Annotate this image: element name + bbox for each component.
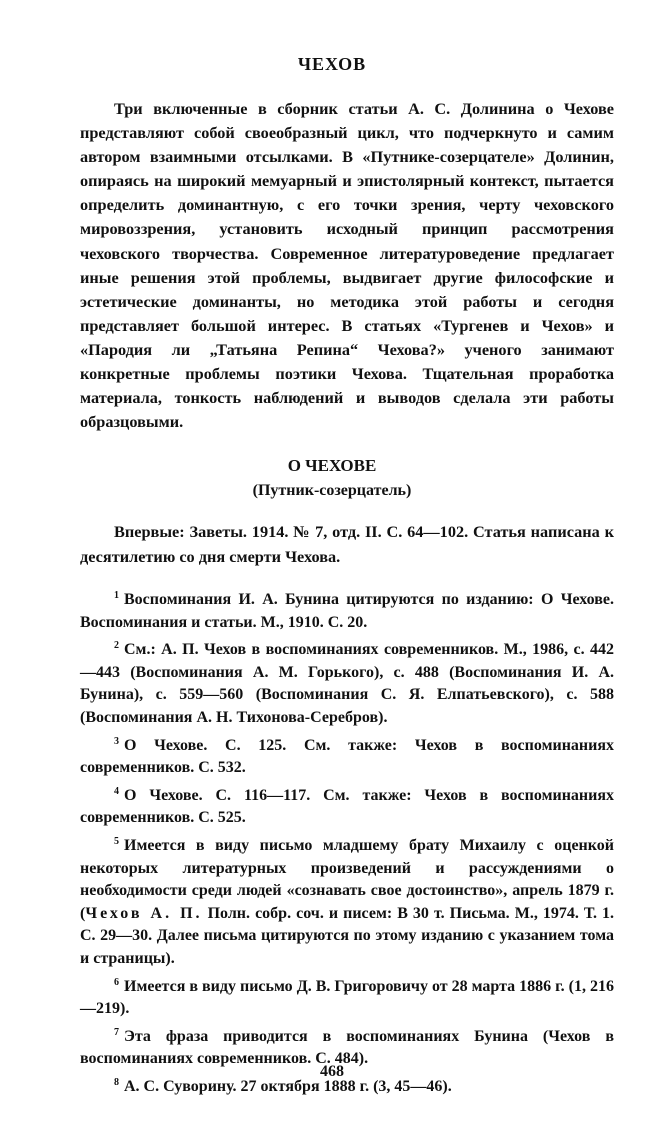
note-text: См.: А. П. Чехов в воспоминаниях современников. М., 1986, с. 442—443 (Воспоминания А. М. Горького), с. 488 (Воспоминания И. А. Бунина), с. 559—560 (Воспоминания С. Я. Елпатьевского), с. 588 (Воспоминания А. Н. Тихонова-Серебров).: [80, 641, 614, 726]
note-item: [80, 585, 614, 634]
note-number: 5: [114, 835, 119, 847]
note-text: Имеется в виду письмо Д. В. Григоровичу от 28 марта 1886 г. (1, 216—219).: [80, 977, 614, 1018]
note-number: 4: [114, 785, 119, 797]
note-number: 2: [114, 640, 119, 652]
intro-paragraph: Три включенные в сборник статьи А. С. Долинина о Чехове представляют собой своеобразный цикл, что подчеркнуто и самим автором взаимными отсылками. В «Путнике-созерцателе» Долинин, опираясь на широкий мемуарный и эпистолярный контекст, пытается определить доминантную, с его точки зрения, черту чеховского мировоззрения, установить исходный принцип рассмотрения чеховского творчества. Современное литературоведение предлагает иные решения этой проблемы, выдвигает другие философские и эстетические доминанты, но методика этой работы и сегодня представляет большой интерес. В статьях «Тургенев и Чехов» и «Пародия ли „Татьяна Репина“ Чехова?» ученого занимают конкретные проблемы поэтики Чехова. Тщательная проработка материала, тонкость наблюдений и выводов сделала эти работы образцовыми.: [80, 99, 614, 432]
intro-block: [80, 97, 614, 434]
publication-note-block: [80, 520, 614, 569]
note-text: А. С. Суворину. 27 октября 1888 г. (3, 45—46).: [124, 1077, 452, 1095]
chapter-heading: ЧЕХОВ: [297, 54, 367, 74]
note-text: Имеется в виду письмо младшему брату Михаилу с оценкой некоторых литературных произведений и рассуждениями о необходимости среди людей «сознавать свое достоинство», апрель 1879 г. (: [80, 836, 614, 922]
page-number: 468: [320, 1063, 344, 1080]
note-item: [80, 781, 614, 830]
section-title: О ЧЕХОВЕ: [287, 456, 377, 475]
note-author-spaced: Чехов А. П.: [85, 904, 203, 922]
note-item: [80, 731, 614, 780]
note-number: 8: [114, 1076, 119, 1088]
note-item: [80, 831, 614, 971]
note-text: Полн. собр. соч. и писем: В 30 т. Письма. М., 1974. Т. 1. С. 29—30. Далее письма цитируются по этому изданию с указанием тома и страницы).: [80, 904, 615, 967]
note-text: Воспоминания И. А. Бунина цитируются по изданию: О Чехове. Воспоминания и статьи. М., 1910. С. 20.: [80, 591, 614, 631]
note-item: [80, 635, 614, 729]
note-text: О Чехове. С. 116—117. См. также: Чехов в воспоминаниях современников. С. 525.: [80, 786, 614, 827]
note-text: О Чехове. С. 125. См. также: Чехов в воспоминаниях современников. С. 532.: [80, 736, 614, 777]
note-number: 1: [114, 590, 119, 601]
section-subtitle: (Путник-созерцатель): [252, 482, 412, 499]
note-item: [80, 972, 614, 1021]
note-number: 7: [114, 1026, 119, 1038]
note-text: Эта фраза приводится в воспоминаниях Бунина (Чехов в воспоминаниях современников. С. 484).: [80, 1027, 614, 1068]
note-number: 6: [114, 976, 119, 988]
notes-list: [80, 584, 614, 1098]
publication-note: Впервые: Заветы. 1914. № 7, отд. II. С. 64—102. Статья написана к десятилетию со дня смерти Чехова.: [80, 522, 614, 566]
note-number: 3: [114, 735, 119, 747]
